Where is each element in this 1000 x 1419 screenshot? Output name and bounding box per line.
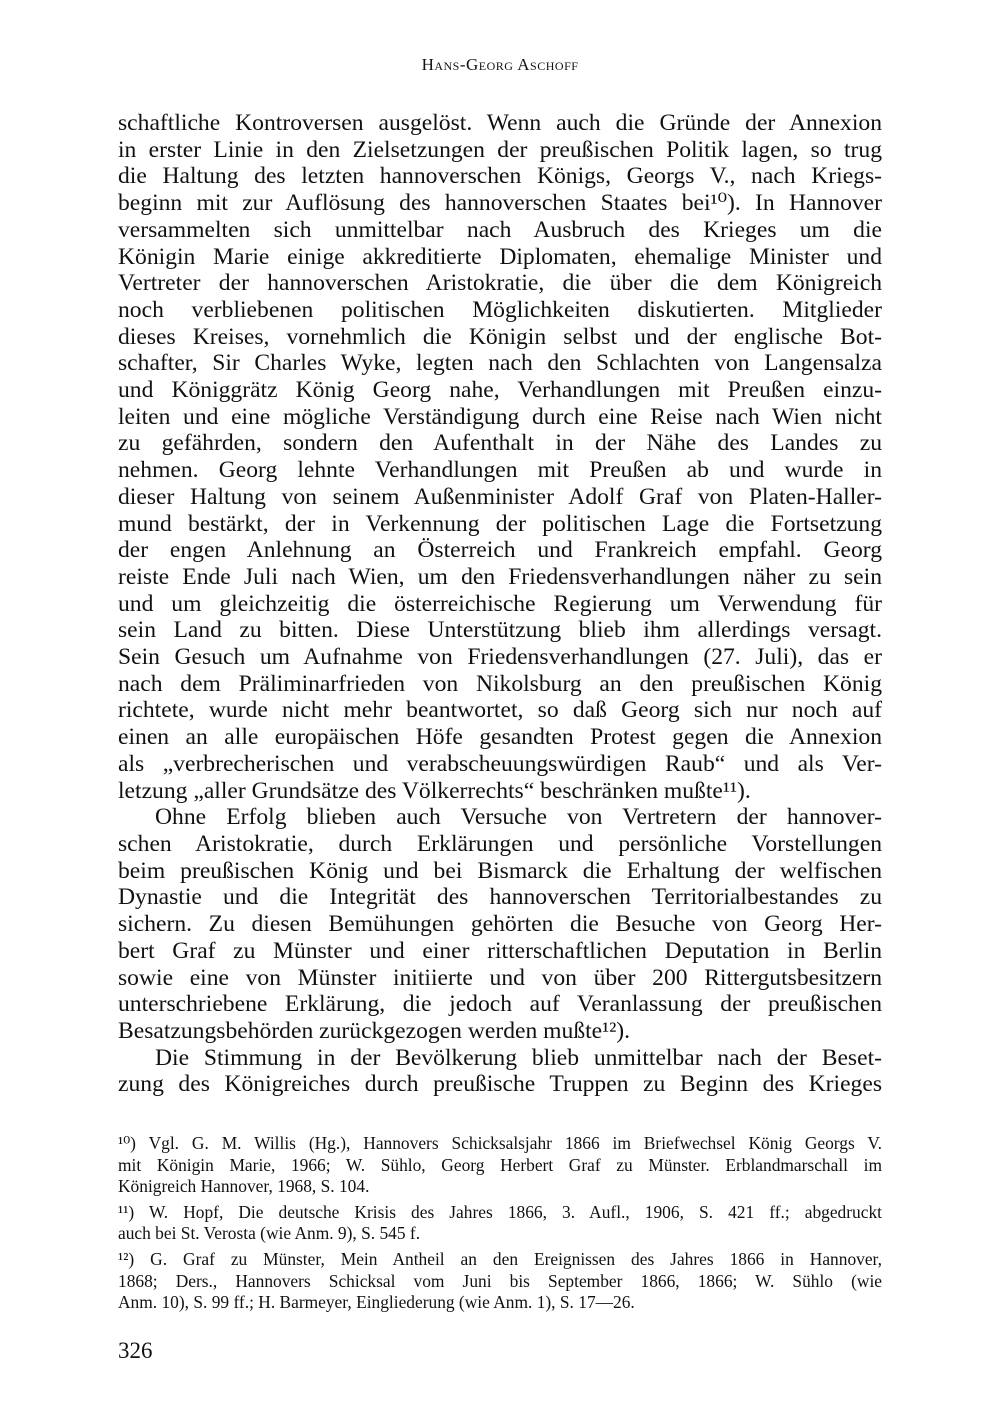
text-line: richtete, wurde nicht mehr beantwortet, so daß Georg sich nur noch auf (118, 697, 882, 724)
footnote-11-line: auch bei St. Verosta (wie Anm. 9), S. 545 f. (118, 1223, 421, 1244)
text-line: Königin Marie einige akkreditierte Diplomaten, ehemalige Minister und (118, 243, 882, 270)
text-line: zu gefährden, sondern den Aufenthalt in der Nähe des Landes zu (118, 430, 882, 457)
footnote-12-line: Anm. 10), S. 99 ff.; H. Barmeyer, Eingliederung (wie Anm. 1), S. 17—26. (118, 1292, 635, 1313)
text-line: schen Aristokratie, durch Erklärungen und persönliche Vorstellungen (118, 830, 882, 857)
footnotes (118, 1133, 882, 1314)
text-line: versammelten sich unmittelbar nach Ausbruch des Krieges um die (118, 216, 882, 243)
footnote-12-line: ¹²) G. Graf zu Münster, Mein Antheil an den Ereignissen des Jahres 1866 in Hannover, (118, 1248, 882, 1269)
footnote-12-line: 1868; Ders., Hannovers Schicksal vom Juni bis September 1866, 1866; W. Sühlo (wie (118, 1270, 882, 1291)
text-line: nach dem Präliminarfrieden von Nikolsburg an den preußischen König (118, 670, 882, 697)
body-text (118, 110, 882, 1098)
text-line: Sein Gesuch um Aufnahme von Friedensverhandlungen (27. Juli), das er (118, 644, 882, 671)
text-line: beim preußischen König und bei Bismarck die Erhaltung der welfischen (118, 857, 882, 884)
text-line: beginn mit zur Auflösung des hannoverschen Staates bei¹⁰). In Hannover (118, 190, 882, 217)
text-line: die Haltung des letzten hannoverschen Königs, Georgs V., nach Kriegs- (118, 163, 882, 190)
page-number: 326 (118, 1338, 153, 1363)
text-line: bert Graf zu Münster und einer ritterschaftlichen Deputation in Berlin (118, 937, 882, 964)
text-line: schafter, Sir Charles Wyke, legten nach den Schlachten von Langensalza (118, 350, 882, 377)
running-head: Hans-Georg Aschoff (421, 55, 579, 74)
text-line: und Königgrätz König Georg nahe, Verhandlungen mit Preußen einzu- (118, 377, 882, 404)
text-line: in erster Linie in den Zielsetzungen der preußischen Politik lagen, so trug (118, 136, 882, 163)
footnote-11-line: ¹¹) W. Hopf, Die deutsche Krisis des Jahres 1866, 3. Aufl., 1906, S. 421 ff.; abgedruckt (118, 1201, 882, 1222)
text-line: sichern. Zu diesen Bemühungen gehörten die Besuche von Georg Her- (118, 911, 882, 938)
text-line: mund bestärkt, der in Verkennung der politischen Lage die Fortsetzung (118, 510, 882, 537)
text-line: unterschriebene Erklärung, die jedoch auf Veranlassung der preußischen (118, 991, 882, 1018)
footnote-10-line: Königreich Hannover, 1968, S. 104. (118, 1176, 370, 1197)
text-line: und um gleichzeitig die österreichische Regierung um Verwendung für (118, 590, 882, 617)
text-line: dieser Haltung von seinem Außenminister Adolf Graf von Platen-Haller- (118, 483, 882, 510)
text-line: reiste Ende Juli nach Wien, um den Friedensverhandlungen näher zu sein (118, 563, 882, 590)
text-line: der engen Anlehnung an Österreich und Frankreich empfahl. Georg (118, 537, 882, 564)
text-line: Vertreter der hannoverschen Aristokratie, die über die dem Königreich (118, 270, 882, 297)
text-line: sowie eine von Münster initiierte und von über 200 Rittergutsbesitzern (118, 964, 882, 991)
paragraph-start-line: Die Stimmung in der Bevölkerung blieb unmittelbar nach der Beset- (155, 1044, 882, 1071)
text-line: als „verbrecherischen und verabscheuungswürdigen Raub“ und als Ver- (118, 750, 882, 777)
text-line: schaftliche Kontroversen ausgelöst. Wenn auch die Gründe der Annexion (118, 110, 882, 136)
text-line: Dynastie und die Integrität des hannoverschen Territorialbestandes zu (118, 884, 882, 911)
paragraph-start-line: Ohne Erfolg blieben auch Versuche von Vertretern der hannover- (155, 804, 882, 831)
text-line: Besatzungsbehörden zurückgezogen werden mußte¹²). (118, 1017, 631, 1044)
footnote-10-line: ¹⁰) Vgl. G. M. Willis (Hg.), Hannovers Schicksalsjahr 1866 im Briefwechsel König Georgs V. (118, 1133, 882, 1153)
text-line: zung des Königreiches durch preußische Truppen zu Beginn des Krieges (118, 1071, 882, 1098)
text-line: leiten und eine mögliche Verständigung durch eine Reise nach Wien nicht (118, 403, 882, 430)
text-line: einen an alle europäischen Höfe gesandten Protest gegen die Annexion (118, 724, 882, 751)
text-line: sein Land zu bitten. Diese Unterstützung blieb ihm allerdings versagt. (118, 617, 882, 644)
footnote-10-line: mit Königin Marie, 1966; W. Sühlo, Georg Herbert Graf zu Münster. Erblandmarschall im (118, 1154, 882, 1175)
text-line: noch verbliebenen politischen Möglichkeiten diskutierten. Mitglieder (118, 296, 882, 323)
text-line: letzung „aller Grundsätze des Völkerrechts“ beschränken mußte¹¹). (118, 777, 751, 804)
text-line: dieses Kreises, vornehmlich die Königin selbst und der englische Bot- (118, 323, 882, 350)
text-line: nehmen. Georg lehnte Verhandlungen mit Preußen ab und wurde in (118, 457, 882, 484)
